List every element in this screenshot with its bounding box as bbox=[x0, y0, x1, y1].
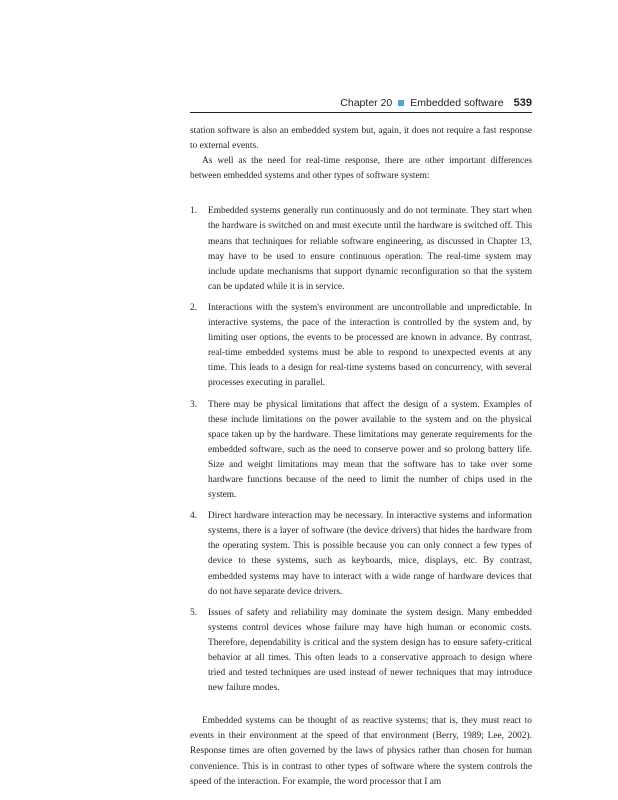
list-number: 5. bbox=[190, 607, 198, 618]
page-number: 539 bbox=[513, 97, 532, 109]
list-item bbox=[190, 204, 532, 295]
list-number: 1. bbox=[190, 206, 198, 217]
list-number: 2. bbox=[190, 302, 198, 313]
paragraph: station software is also an embedded system but, again, it does not require a fast response to external events. bbox=[190, 126, 532, 152]
paragraph: As well as the need for real-time response, there are other important differences between embedded systems and other types of software system: bbox=[190, 156, 532, 182]
list-number: 4. bbox=[190, 511, 198, 522]
header-rule bbox=[190, 112, 532, 113]
list-text: Embedded systems generally run continuously and do not terminate. They start when the hardware is switched on and must execute until the hardware is switched off. This means that techniques for reliable software engineering, as discussed in Chapter 13, may have to be used to ensure continuous operation. The real-time system may include update mechanisms that support dynamic reconfiguration so that the system can be updated while it is in service. bbox=[208, 206, 532, 292]
numbered-list bbox=[190, 204, 532, 696]
list-item bbox=[190, 606, 532, 697]
chapter-title: Embedded software bbox=[410, 97, 504, 109]
list-text: Direct hardware interaction may be necessary. In interactive systems and information systems, there is a layer of software (the device drivers) that hides the hardware from the operating system. This is possible because you can only connect a few types of device to these systems, such as keyboards, mice, displays, etc. By contrast, embedded systems may have to interact with a wide range of hardware devices that do not have separate device drivers. bbox=[208, 511, 532, 597]
running-header bbox=[190, 93, 532, 113]
list-item bbox=[190, 301, 532, 392]
page-body bbox=[190, 124, 532, 790]
list-item bbox=[190, 398, 532, 504]
paragraph: Embedded systems can be thought of as reactive systems; that is, they must react to events in their environment at the speed of that environment (Berry, 1989; Lee, 2002). Response times are often governed by the laws of physics rather than chosen for human convenience. This is in contrast to other types of software where the system controls the speed of the interaction. For example, the word processor that I am bbox=[190, 716, 532, 787]
chapter-label: Chapter 20 bbox=[340, 97, 393, 109]
list-number: 3. bbox=[190, 399, 198, 410]
list-item bbox=[190, 509, 532, 600]
list-text: Interactions with the system's environment are uncontrollable and unpredictable. In interactive systems, the pace of the interaction is controlled by the system and, by limiting user options, the events to be processed are known in advance. By contrast, real-time embedded systems must be able to respond to unexpected events at any time. This leads to a design for real-time systems based on concurrency, with several processes executing in parallel. bbox=[208, 302, 532, 389]
list-text: Issues of safety and reliability may dominate the system design. Many embedded systems control devices whose failure may have high human or economic costs. Therefore, dependability is critical and the system design has to ensure safety-critical behavior at all times. This often leads to a conservative approach to design where tried and tested techniques are used instead of newer techniques that may introduce new failure modes. bbox=[208, 607, 532, 694]
square-bullet-icon bbox=[398, 100, 404, 106]
list-text: There may be physical limitations that affect the design of a system. Examples of these include limitations on the power available to the system and on the physical space taken up by the hardware. These limitations may generate requirements for the embedded software, such as the need to conserve power and so prolong battery life. Size and weight limitations may mean that the software has to take over some hardware functions because of the need to limit the number of chips used in the system. bbox=[208, 399, 532, 501]
